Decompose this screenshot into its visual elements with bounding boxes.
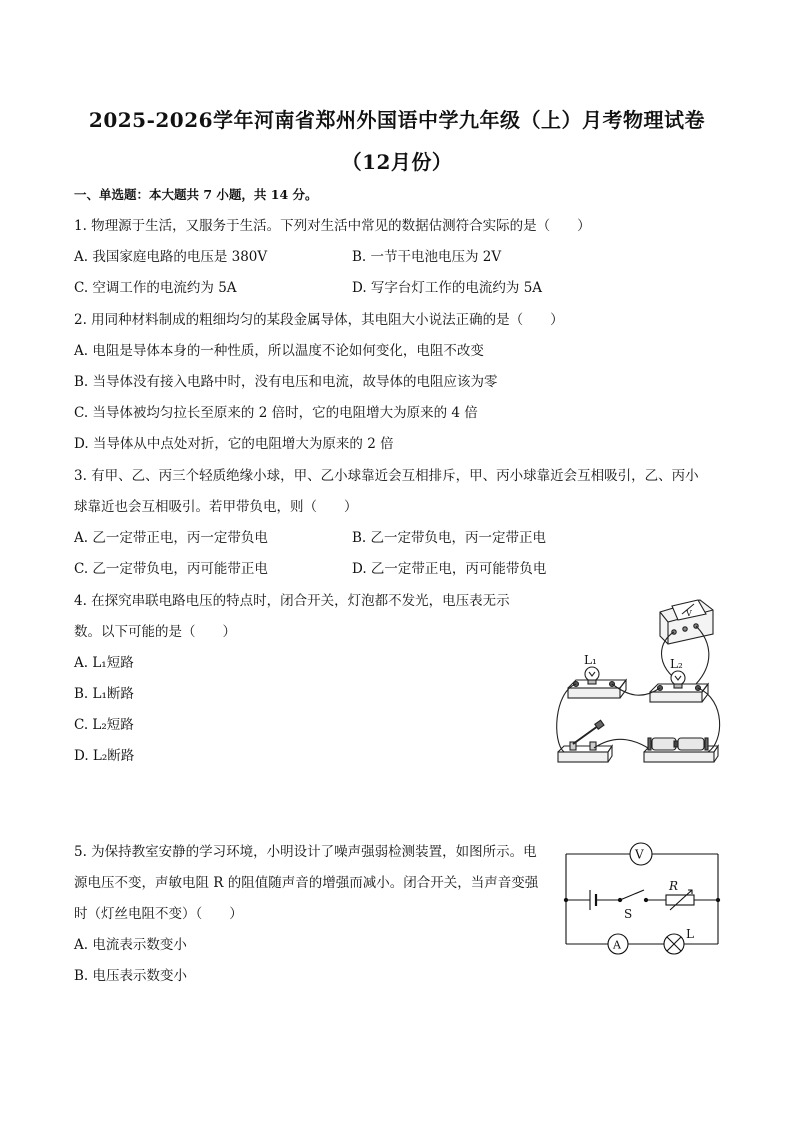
q3-option-c: C. 乙一定带负电，丙可能带正电 [74,561,268,577]
resistor-symbol [666,895,694,905]
q3-option-a: A. 乙一定带正电，丙一定带负电 [74,530,268,546]
q5-stem-line2: 源电压不变，声敏电阻 R 的阻值随声音的增强而减小。闭合开关，当声音变强 [74,875,539,891]
switch-symbol [620,890,644,900]
voltmeter-dial-mark: V [686,609,692,618]
q1-option-c: C. 空调工作的电流约为 5A [74,280,237,296]
q4-option-a: A. L₁短路 [74,655,134,671]
lamp-l1-label: L₁ [584,653,597,667]
q3-stem-line2: 球靠近也会互相吸引。若甲带负电，则（ ） [74,499,358,515]
q3-stem-line1: 3. 有甲、乙、丙三个轻质绝缘小球，甲、乙小球靠近会互相排斥，甲、丙小球靠近会互相吸引，乙、丙小 [74,468,699,484]
q2-option-b: B. 当导体没有接入电路中时，没有电压和电流，故导体的电阻应该为零 [74,374,498,390]
q2-option-d: D. 当导体从中点处对折，它的电阻增大为原来的 2 倍 [74,436,394,452]
q4-stem-line2: 数。以下可能的是（ ） [74,624,236,640]
lamp-l2-icon [650,671,708,702]
q5-option-a: A. 电流表示数变小 [74,937,187,953]
exam-subtitle: （12月份） [341,150,453,174]
switch-icon [558,720,612,762]
voltmeter-label: V [635,847,644,862]
q4-option-d: D. L₂断路 [74,748,135,764]
section-heading: 一、单选题：本大题共 7 小题，共 14 分。 [74,187,318,202]
lamp-l1-icon [568,667,626,698]
lamp-symbol [664,934,684,954]
q2-option-c: C. 当导体被均匀拉长至原来的 2 倍时，它的电阻增大为原来的 4 倍 [74,405,478,421]
resistor-label: R [669,879,679,893]
switch-label: S [624,907,633,921]
ammeter-label: A [613,938,621,952]
q1-option-a: A. 我国家庭电路的电压是 380V [74,249,268,265]
q5-stem-line3: 时（灯丝电阻不变）（ ） [74,906,243,922]
battery-icon [644,738,718,762]
q5-option-b: B. 电压表示数变小 [74,968,188,984]
q1-option-b: B. 一节干电池电压为 2V [352,249,502,265]
q3-option-b: B. 乙一定带负电，丙一定带正电 [352,530,547,546]
exam-title: 2025-2026学年河南省郑州外国语中学九年级（上）月考物理试卷 [88,108,706,132]
q3-option-d: D. 乙一定带正电，丙可能带负电 [352,561,547,577]
q1-stem: 1. 物理源于生活，又服务于生活。下列对生活中常见的数据估测符合实际的是（ ） [74,218,591,234]
q4-stem-line1: 4. 在探究串联电路电压的特点时，闭合开关，灯泡都不发光，电压表无示 [74,593,510,609]
lamp-l2-label: L₂ [670,657,683,671]
q1-option-d: D. 写字台灯工作的电流约为 5A [352,280,543,296]
q5-circuit-schematic [562,842,722,962]
lamp-label: L [686,927,694,941]
q4-option-b: B. L₁断路 [74,686,134,702]
q4-circuit-figure [548,592,728,772]
q4-option-c: C. L₂短路 [74,717,134,733]
q2-stem: 2. 用同种材料制成的粗细均匀的某段金属导体，其电阻大小说法正确的是（ ） [74,312,564,328]
q2-option-a: A. 电阻是导体本身的一种性质，所以温度不论如何变化，电阻不改变 [74,343,484,359]
q5-stem-line1: 5. 为保持教室安静的学习环境，小明设计了噪声强弱检测装置，如图所示。电 [74,844,537,860]
